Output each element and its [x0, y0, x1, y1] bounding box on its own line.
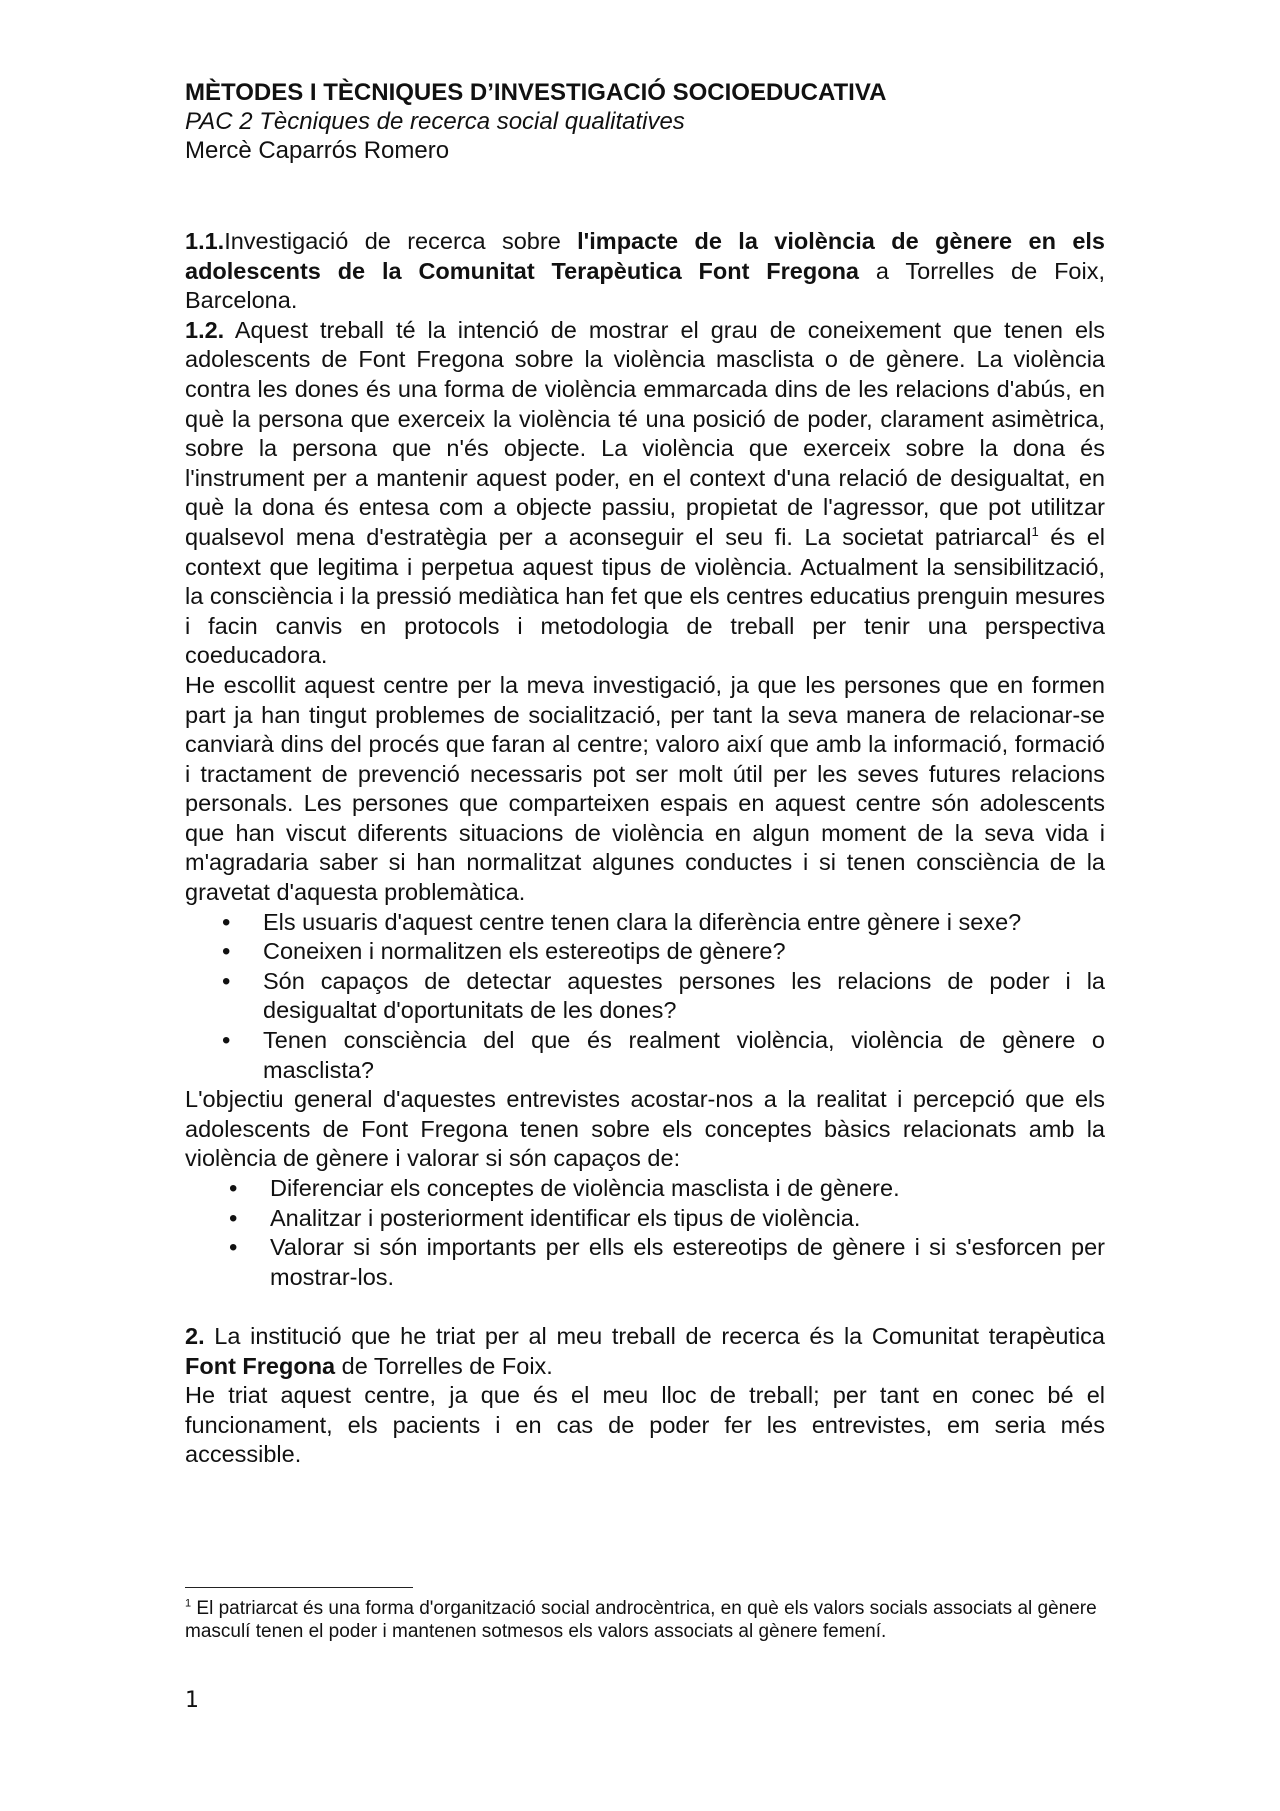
- institution-name: Font Fregona: [185, 1352, 336, 1379]
- objective-paragraph: L'objectiu general d'aquestes entrevistes acostar-nos a la realitat i percepció que els adolescents de Font Fregona tenen sobre els conceptes bàsics relacionats amb la violència de gènere i valorar si són capaços de:: [185, 1086, 1105, 1172]
- section-1-1: [185, 227, 1105, 316]
- document-body: [185, 227, 1105, 1470]
- list-item: • Tenen consciència del que és realment violència, violència de gènere o masclista?: [185, 1026, 1105, 1085]
- section-text: de Torrelles de Foix.: [335, 1352, 553, 1379]
- section-1-2: [185, 316, 1105, 671]
- list-item: • Analitzar i posteriorment identificar els tipus de violència.: [185, 1204, 1105, 1234]
- section-number: 2.: [185, 1322, 205, 1349]
- section-2: [185, 1322, 1105, 1381]
- list-item: • Són capaços de detectar aquestes persones les relacions de poder i la desigualtat d'oportunitats de les dones?: [185, 967, 1105, 1026]
- paragraph: He escollit aquest centre per la meva investigació, ja que les persones que en formen part ja han tingut problemes de socialització, per tant la seva manera de relacionar-se canviarà dins del procés que faran al centre; valoro així que amb la informació, formació i tractament de prevenció necessaris pot ser molt útil per les seves futures relacions personals. Les persones que comparteixen espais en aquest centre són adolescents que han viscut diferents situacions de violència en algun moment de la seva vida i m'agradaria saber si han normalitzat algunes conductes i si tenen consciència de la gravetat d'aquesta problemàtica.: [185, 671, 1105, 906]
- document-header: [185, 78, 1105, 165]
- section-text: La institució que he triat per al meu treball de recerca és la Comunitat terapèutica: [204, 1322, 1105, 1349]
- author-name: Mercè Caparrós Romero: [185, 137, 450, 164]
- list-item: • Els usuaris d'aquest centre tenen clara la diferència entre gènere i sexe?: [185, 908, 1105, 938]
- section-number: 1.1.: [185, 228, 225, 254]
- footnote: [185, 1597, 1105, 1643]
- page-number: 1: [185, 1688, 199, 1713]
- spacer: [185, 1292, 1105, 1322]
- list-item: • Valorar si són importants per ells els estereotips de gènere i si s'esforcen per mostrar-los.: [185, 1233, 1105, 1292]
- footnote-text: El patriarcat és una forma d'organització social androcèntrica, en què els valors socials associats al gènere masculí tenen el poder i mantenen sotmesos els valors associats al gènere femení.: [185, 1598, 1097, 1642]
- section-text: és el context que legitima i perpetua aquest tipus de violència. Actualment la sensibilització, la consciència i la pressió mediàtica han fet que els centres educatius prenguin mesures i facin canvis en protocols i metodologia de treball per tenir una perspectiva coeducadora.: [185, 523, 1105, 669]
- objectives-list: [185, 1174, 1105, 1292]
- list-item: • Coneixen i normalitzen els estereotips de gènere?: [185, 937, 1105, 967]
- footnote-separator: [185, 1587, 413, 1588]
- assignment-subtitle: PAC 2 Tècniques de recerca social qualitatives: [185, 108, 685, 135]
- section-text: a Torrelles de Foix, Barcelona.: [185, 257, 1105, 314]
- footnote-number: 1: [185, 1597, 192, 1610]
- course-title: MÈTODES I TÈCNIQUES D’INVESTIGACIÓ SOCIOEDUCATIVA: [185, 79, 887, 106]
- section-text: Aquest treball té la intenció de mostrar el grau de coneixement que tenen els adolescents de Font Fregona sobre la violència masclista o de gènere. La violència contra les dones és una forma de violència emmarcada dins de les relacions d'abús, en què la persona que exerceix la violència té una posició de poder, clarament asimètrica, sobre la persona que n'és objecte. La violència que exerceix sobre la dona és l'instrument per a mantenir aquest poder, en el context d'una relació de desigualtat, en què la dona és entesa com a objecte passiu, propietat de l'agressor, que pot utilitzar qualsevol mena d'estratègia per a aconseguir el seu fi. La societat patriarcal: [185, 316, 1105, 550]
- paragraph: He triat aquest centre, ja que és el meu lloc de treball; per tant en conec bé el funcionament, els pacients i en cas de poder fer les entrevistes, em seria més accessible.: [185, 1382, 1105, 1468]
- research-questions-list: [185, 908, 1105, 1086]
- list-item: • Diferenciar els conceptes de violència masclista i de gènere.: [185, 1174, 1105, 1204]
- section-text: Investigació de recerca sobre: [224, 228, 578, 254]
- section-number: 1.2.: [185, 316, 225, 343]
- research-topic: l'impacte de la violència de gènere en els adolescents de la Comunitat Terapèutica Font Fregona: [185, 228, 1106, 284]
- footnote-reference: 1: [1031, 524, 1039, 540]
